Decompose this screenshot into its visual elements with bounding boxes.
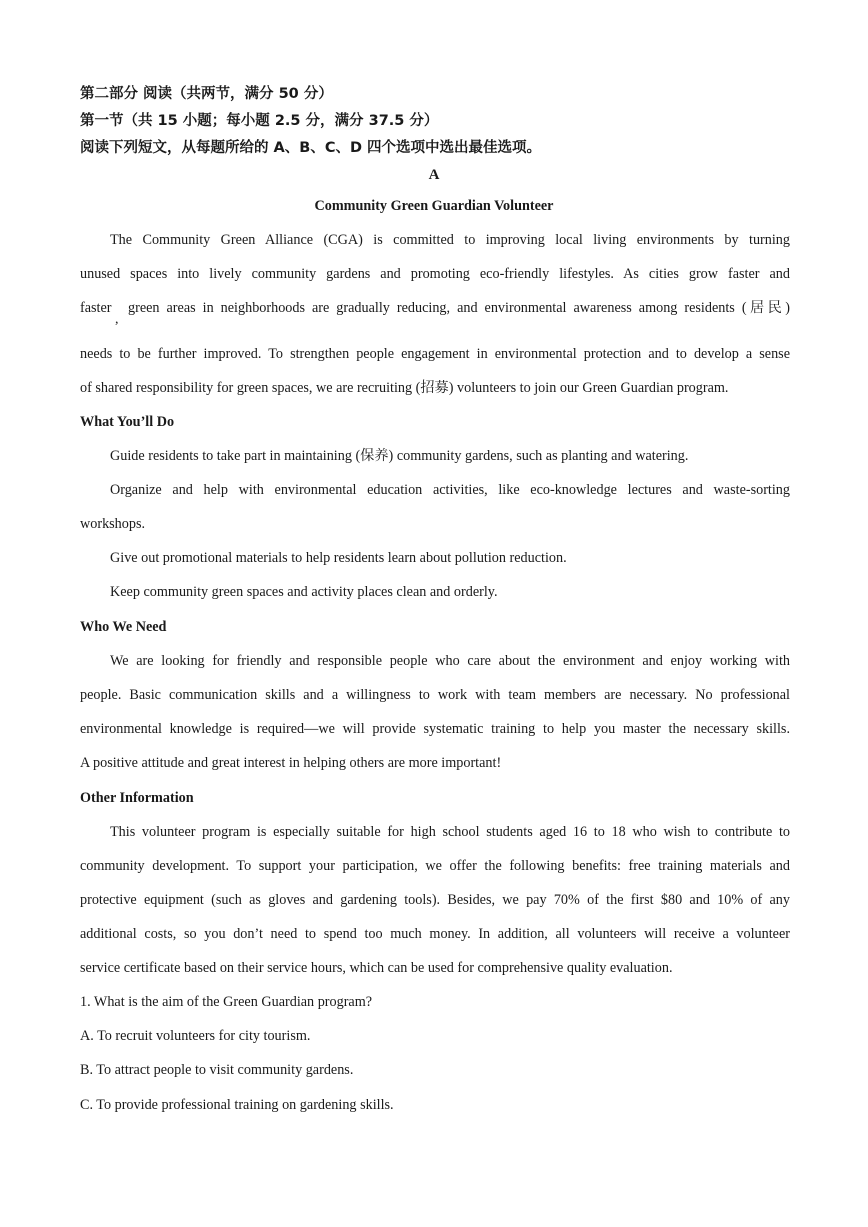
- intro-line: faster: [80, 300, 112, 316]
- who-heading: Who We Need: [80, 619, 167, 635]
- passage-label: A: [428, 167, 440, 183]
- other-heading: Other Information: [80, 790, 194, 806]
- other-line: protective equipment (such as gloves and gardening tools). Besides, we pay 70% of the first $80 and 10% of any: [80, 892, 790, 908]
- other-line: community development. To support your participation, we offer the following benefits: free training materials and: [80, 858, 790, 874]
- duty-item: Give out promotional materials to help residents learn about pollution reduction.: [110, 550, 567, 566]
- other-line: This volunteer program is especially suitable for high school students aged 16 to 18 who wish to contribute to: [110, 824, 790, 840]
- part-heading: 第二部分 阅读（共两节，满分 50 分）: [80, 86, 333, 102]
- duty-item: Organize and help with environmental education activities, like eco-knowledge lectures and waste-sorting: [110, 482, 790, 498]
- option-a: A. To recruit volunteers for city tourism.: [80, 1028, 311, 1044]
- duty-item-cont: workshops.: [80, 516, 146, 532]
- who-line: A positive attitude and great interest in helping others are more important!: [80, 755, 502, 771]
- intro-line: needs to be further improved. To strengthen people engagement in environmental protection and to develop a sense: [80, 346, 790, 362]
- section-heading: 第一节（共 15 小题；每小题 2.5 分，满分 37.5 分）: [80, 113, 439, 129]
- intro-line: unused spaces into lively community gardens and promoting eco-friendly lifestyles. As cities grow faster and: [80, 266, 790, 282]
- question-stem: 1. What is the aim of the Green Guardian program?: [80, 994, 373, 1010]
- instruction: 阅读下列短文，从每题所给的 A、B、C、D 四个选项中选出最佳选项。: [80, 140, 542, 156]
- who-line: environmental knowledge is required—we will provide systematic training to help you master the necessary skills.: [80, 721, 790, 737]
- stray-comma: ,: [115, 312, 119, 327]
- intro-line: The Community Green Alliance (CGA) is committed to improving local living environments by turning: [110, 232, 790, 248]
- option-b: B. To attract people to visit community gardens.: [80, 1062, 354, 1078]
- intro-line: green areas in neighborhoods are gradually reducing, and environmental awareness among residents (居民): [128, 300, 790, 316]
- other-line: service certificate based on their service hours, which can be used for comprehensive quality evaluation.: [80, 960, 673, 976]
- what-heading: What You’ll Do: [80, 414, 175, 430]
- other-line: additional costs, so you don’t need to spend too much money. In addition, all volunteers will receive a volunteer: [80, 926, 790, 942]
- who-line: people. Basic communication skills and a willingness to work with team members are necessary. No professional: [80, 687, 790, 703]
- option-c: C. To provide professional training on gardening skills.: [80, 1097, 394, 1113]
- duty-item: Guide residents to take part in maintaining (保养) community gardens, such as planting and watering.: [110, 448, 689, 464]
- duty-item: Keep community green spaces and activity places clean and orderly.: [110, 584, 498, 600]
- passage-title: Community Green Guardian Volunteer: [314, 198, 554, 214]
- intro-line: of shared responsibility for green spaces, we are recruiting (招募) volunteers to join our Green Guardian program.: [80, 380, 729, 396]
- who-line: We are looking for friendly and responsible people who care about the environment and enjoy working with: [110, 653, 790, 669]
